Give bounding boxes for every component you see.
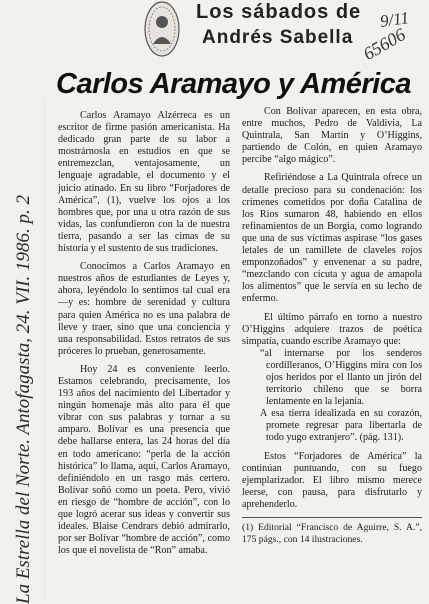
- footnote-divider: [242, 517, 422, 518]
- portrait-seal-icon: [143, 0, 181, 58]
- column-author: Andrés Sabella: [202, 27, 354, 48]
- column-series: Los sábados de: [196, 1, 362, 23]
- paragraph: Conocimos a Carlos Aramayo en nuestros años de estudiantes de Leyes y, ahora, leyéndolo lo sentimos tal cual era —y es: hombre de serenidad y cultura para quien América no es una palabra de lleve y traer, sino que una conciencia y una responsabilidad. Estos retratos de sus próceres lo prueban, generosamente.: [58, 261, 230, 357]
- paragraph: Refiriéndose a La Quintrala ofrece un detalle precioso para su condenación: los crímenes cometidos por doña Catalina de los Ríos sumaron 48, habiendo en ellos refinamientos de un Borgia, como logrando que una de sus víctimas aspirase “los gases letales de un ramillete de claveles rojos emponzoñados” y envenenar a su padre, “mezclando con cicuta y agua de amapola los alimentos” que le servía en su lecho de enfermo.: [242, 172, 422, 305]
- paragraph: El último párrafo en torno a nuestro O’Higgins adquiere trazos de poética simpatía, cuando escribe Aramayo que:: [242, 311, 422, 347]
- paragraph: Carlos Aramayo Alzérreca es un escritor de firme pasión americanista. Ha dedicado gran parte de su labor a mostrárnosla en estudios en que se entremezclan, ventajosamente, un lenguaje agradable, el documento y el juicio atinado. En su libro “Forjadores de América”, (1), vuelve los ojos a los hombres que, por una u otra razón de sus vidas, las confundieron con la de nuestra tierra, pasando a ser las cimas de su historia y el sustento de sus tradiciones.: [58, 110, 230, 255]
- handwritten-note-line1: 9/11: [378, 8, 411, 31]
- page-fold-shadow: [44, 100, 45, 600]
- article-column-right: [242, 106, 422, 546]
- handwritten-catalog-note: [359, 8, 428, 70]
- paragraph: Con Bolívar aparecen, en esta obra, entre muchos, Pedro de Valdivia, La Quintrala, San Martín y O’Higgins, partiendo de Colón, en quien Aramayo percibe “algo mágico”.: [242, 106, 422, 166]
- margin-note-text: La Estrella del Norte. Antofagasta, 24. VII. 1986. p. 2: [13, 194, 34, 604]
- paragraph: Estos “Forjadores de América” la continúan puntuando, con su fuego ejemplarizador. El libro mismo merece leerse, con pausa, para disfrutarlo y aprehenderlo.: [242, 450, 422, 510]
- article-headline: Carlos Aramayo y América: [56, 68, 411, 100]
- article-column-left: [58, 110, 230, 557]
- handwritten-note-line2: 65606: [359, 24, 409, 64]
- column-header: [196, 2, 361, 47]
- handwritten-margin-note: [4, 118, 44, 604]
- block-quote: “al internarse por los senderos cordilleranos, O’Higgins mira con los ojos heridos por el llanto un jirón del territorio chileno que se borra lentamente en la lejanía.: [260, 347, 422, 408]
- block-quote: A esa tierra idealizada en su corazón, promete regresar para libertarla de todo yugo extranjero”. (pág. 131).: [260, 408, 422, 444]
- footnote: (1) Editorial “Francisco de Aguirre, S. A.”, 175 págs., con 14 ilustraciones.: [242, 522, 422, 546]
- paragraph: Hoy 24 es conveniente leerlo. Estamos celebrando, precisamente, los 193 años del nacimiento del Libertador y ningún homenaje más alto para él que vibrar con sus palabras y tornar a su amparo. Bolívar es una presencia que debe hallarse entera, las 24 horas del día en todo americano: “perla de la acción histórica” lo llama, aquí, Carlos Aramayo, definiéndolo en un rasgo más certero. Bolívar soñó como un poeta. Pero, vivió en riesgo de “hombre de acción”, con lo que logró acerar sus ideas y convertir sus ideales. Blaise Cendrars debió admirarlo, por ser Bolívar “hombre de acción”, como los que el novelista de “Ron” amaba.: [58, 363, 230, 557]
